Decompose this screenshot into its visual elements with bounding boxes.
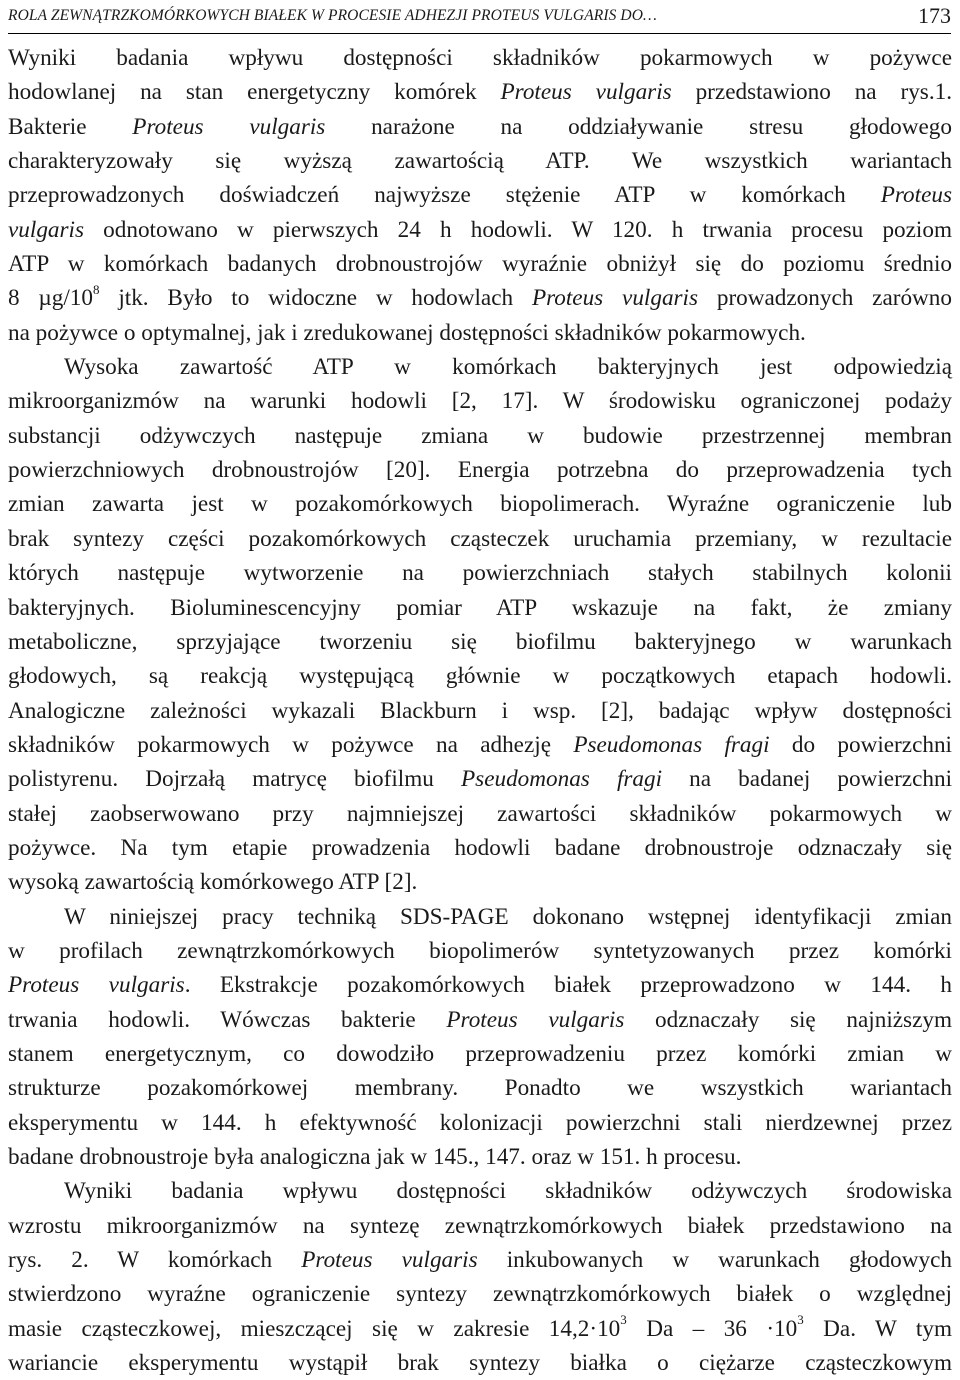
text-line [8, 831, 952, 865]
superscript: 3 [797, 1311, 804, 1327]
text-line [8, 1243, 952, 1277]
text-line [8, 487, 952, 521]
text-segment: jtk. Było to widoczne w hodowlach [99, 285, 532, 312]
text-line [8, 797, 952, 831]
text-segment: substancji odżywczych następuje zmiana w budowie przestrzennej membran [8, 422, 952, 449]
text-line [8, 968, 952, 1002]
italic-text: Proteus vulgaris [531, 285, 699, 312]
text-segment: Analogiczne zależności wykazali Blackburn i wsp. [2], badając wpływ dostępności [8, 697, 952, 724]
text-line [8, 419, 952, 453]
text-segment: . Ekstrakcje pozakomórkowych białek przeprowadzono w 144. h [184, 972, 952, 999]
text-line [8, 384, 952, 418]
italic-text: Proteus vulgaris [132, 113, 326, 140]
text-segment: narażone na oddziaływanie stresu głodowego [325, 113, 952, 140]
text-segment: Bakterie [8, 113, 133, 140]
text-line [8, 213, 952, 247]
text-segment: składników pokarmowych w pożywce na adhezję [8, 731, 574, 758]
text-segment: odznaczały się najniższym [624, 1006, 952, 1033]
text-line [8, 110, 952, 144]
text-segment: stwierdzono wyraźne ograniczenie syntezy zewnątrzkomórkowych białek o względnej [8, 1281, 952, 1308]
text-segment: prowadzonych zarówno [698, 285, 952, 312]
text-segment: odnotowano w pierwszych 24 h hodowli. W 120. h trwania procesu poziom [84, 216, 952, 243]
text-line [8, 75, 952, 109]
text-segment: bakteryjnych. Bioluminescencyjny pomiar ATP wskazuje na fakt, że zmiany [8, 594, 952, 621]
text-line [8, 659, 952, 693]
text-line [8, 762, 952, 796]
text-segment: zmian zawarta jest w pozakomórkowych biopolimerach. Wyraźne ograniczenie lub [8, 491, 952, 518]
text-segment: Wysoka zawartość ATP w komórkach bakteryjnych jest odpowiedzią [64, 354, 952, 381]
text-segment: ATP w komórkach badanych drobnoustrojów wyraźnie obniżył się do poziomu średnio [8, 251, 952, 278]
italic-text: vulgaris [8, 216, 85, 243]
superscript: 3 [620, 1311, 627, 1327]
text-segment: wzrostu mikroorganizmów na syntezę zewnątrzkomórkowych białek przedstawiono na [8, 1212, 952, 1239]
header-divider [8, 33, 951, 34]
text-segment: polistyrenu. Dojrzałą matrycę biofilmu [8, 766, 461, 793]
text-segment: wariancie eksperymentu wystąpił brak syntezy białka o ciężarze cząsteczkowym [8, 1350, 952, 1377]
text-line [8, 865, 952, 899]
text-segment: przedstawiono na rys.1. [671, 79, 953, 106]
italic-text: Pseudomonas fragi [461, 766, 663, 793]
running-header [8, 4, 951, 28]
text-segment: Wyniki badania wpływu dostępności składników pokarmowych w pożywce [8, 45, 952, 71]
text-line [8, 281, 952, 315]
text-line [8, 453, 952, 487]
text-line [8, 1037, 952, 1071]
text-segment: powierzchniowych drobnoustrojów [20]. Energia potrzebna do przeprowadzenia tych [8, 457, 952, 484]
italic-text: Proteus vulgaris [446, 1006, 625, 1033]
text-line [8, 556, 952, 590]
text-segment: rys. 2. W komórkach [8, 1247, 302, 1274]
text-segment: stałej zaobserwowano przy najmniejszej zawartości składników pokarmowych w [8, 800, 952, 827]
italic-text: Proteus vulgaris [500, 79, 672, 106]
text-segment: wysoką zawartością komórkowego ATP [2]. [8, 869, 418, 896]
text-line [8, 522, 952, 556]
text-line [8, 900, 952, 934]
text-line [8, 350, 952, 384]
text-segment: W niniejszej pracy techniką SDS-PAGE dokonano wstępnej identyfikacji zmian [64, 903, 952, 930]
text-segment: badane drobnoustroje była analogiczna jak w 145., 147. oraz w 151. h procesu. [8, 1144, 742, 1170]
italic-text: Proteus vulgaris [8, 972, 185, 999]
text-line [8, 694, 952, 728]
text-segment: hodowlanej na stan energetyczny komórek [8, 79, 501, 106]
text-segment: masie cząsteczkowej, mieszczącej się w zakresie 14,2·10 [8, 1315, 621, 1342]
text-segment: głodowych, są reakcją występującą głównie w początkowych etapach hodowli. [8, 663, 952, 690]
text-line [8, 316, 952, 350]
text-line [8, 1346, 952, 1380]
text-segment: pożywce. Na tym etapie prowadzenia hodowli badane drobnoustroje odznaczały się [8, 834, 952, 861]
text-segment: przeprowadzonych doświadczeń najwyższe stężenie ATP w komórkach [8, 182, 881, 209]
text-line [8, 1106, 952, 1140]
text-line [8, 1209, 952, 1243]
text-line [8, 1312, 952, 1346]
text-segment: na pożywce o optymalnej, jak i zredukowanej dostępności składników pokarmowych. [8, 319, 806, 346]
italic-text: Proteus [880, 182, 952, 209]
text-segment: w profilach zewnątrzkomórkowych biopolimerów syntetyzowanych przez komórki [8, 937, 952, 964]
text-line [8, 1277, 952, 1311]
text-segment: 8 µg/10 [8, 285, 93, 312]
text-line [8, 728, 952, 762]
running-title: ROLA ZEWNĄTRZKOMÓRKOWYCH BIAŁEK W PROCESIE ADHEZJI PROTEUS VULGARIS DO… [8, 7, 657, 24]
italic-text: Proteus vulgaris [301, 1247, 478, 1274]
text-line [8, 1003, 952, 1037]
text-segment: inkubowanych w warunkach głodowych [477, 1247, 953, 1274]
text-segment: Da – 36 ·10 [626, 1315, 798, 1342]
text-line [8, 41, 952, 75]
superscript: 8 [93, 281, 100, 297]
text-segment: Da. W tym [803, 1315, 952, 1342]
text-line [8, 1071, 952, 1105]
text-segment: stanem energetycznym, co dowodziło przeprowadzeniu przez komórki zmian w [8, 1040, 952, 1067]
italic-text: Pseudomonas fragi [573, 731, 770, 758]
text-segment: do powierzchni [769, 731, 952, 758]
text-line [8, 591, 952, 625]
text-line [8, 1140, 952, 1174]
text-line [8, 178, 952, 212]
text-segment: mikroorganizmów na warunki hodowli [2, 17]. W środowisku ograniczonej podaży [8, 388, 952, 415]
body-text [8, 41, 952, 1380]
text-segment: brak syntezy części pozakomórkowych cząsteczek uruchamia przemiany, w rezultacie [8, 525, 952, 552]
text-segment: na badanej powierzchni [662, 766, 953, 793]
text-line [8, 247, 952, 281]
text-segment: charakteryzowały się wyższą zawartością ATP. We wszystkich wariantach [8, 148, 952, 175]
text-segment: trwania hodowli. Wówczas bakterie [8, 1006, 447, 1033]
text-segment: Wyniki badania wpływu dostępności składników odżywczych środowiska [64, 1178, 952, 1205]
text-line [8, 144, 952, 178]
page-number: 173 [918, 3, 951, 28]
text-segment: których następuje wytworzenie na powierzchniach stałych stabilnych kolonii [8, 560, 952, 587]
text-line [8, 625, 952, 659]
text-segment: eksperymentu w 144. h efektywność kolonizacji powierzchni stali nierdzewnej przez [8, 1109, 952, 1136]
text-line [8, 1174, 952, 1208]
text-segment: strukturze pozakomórkowej membrany. Ponadto we wszystkich wariantach [8, 1075, 952, 1102]
text-line [8, 934, 952, 968]
text-segment: metaboliczne, sprzyjające tworzeniu się biofilmu bakteryjnego w warunkach [8, 628, 952, 655]
